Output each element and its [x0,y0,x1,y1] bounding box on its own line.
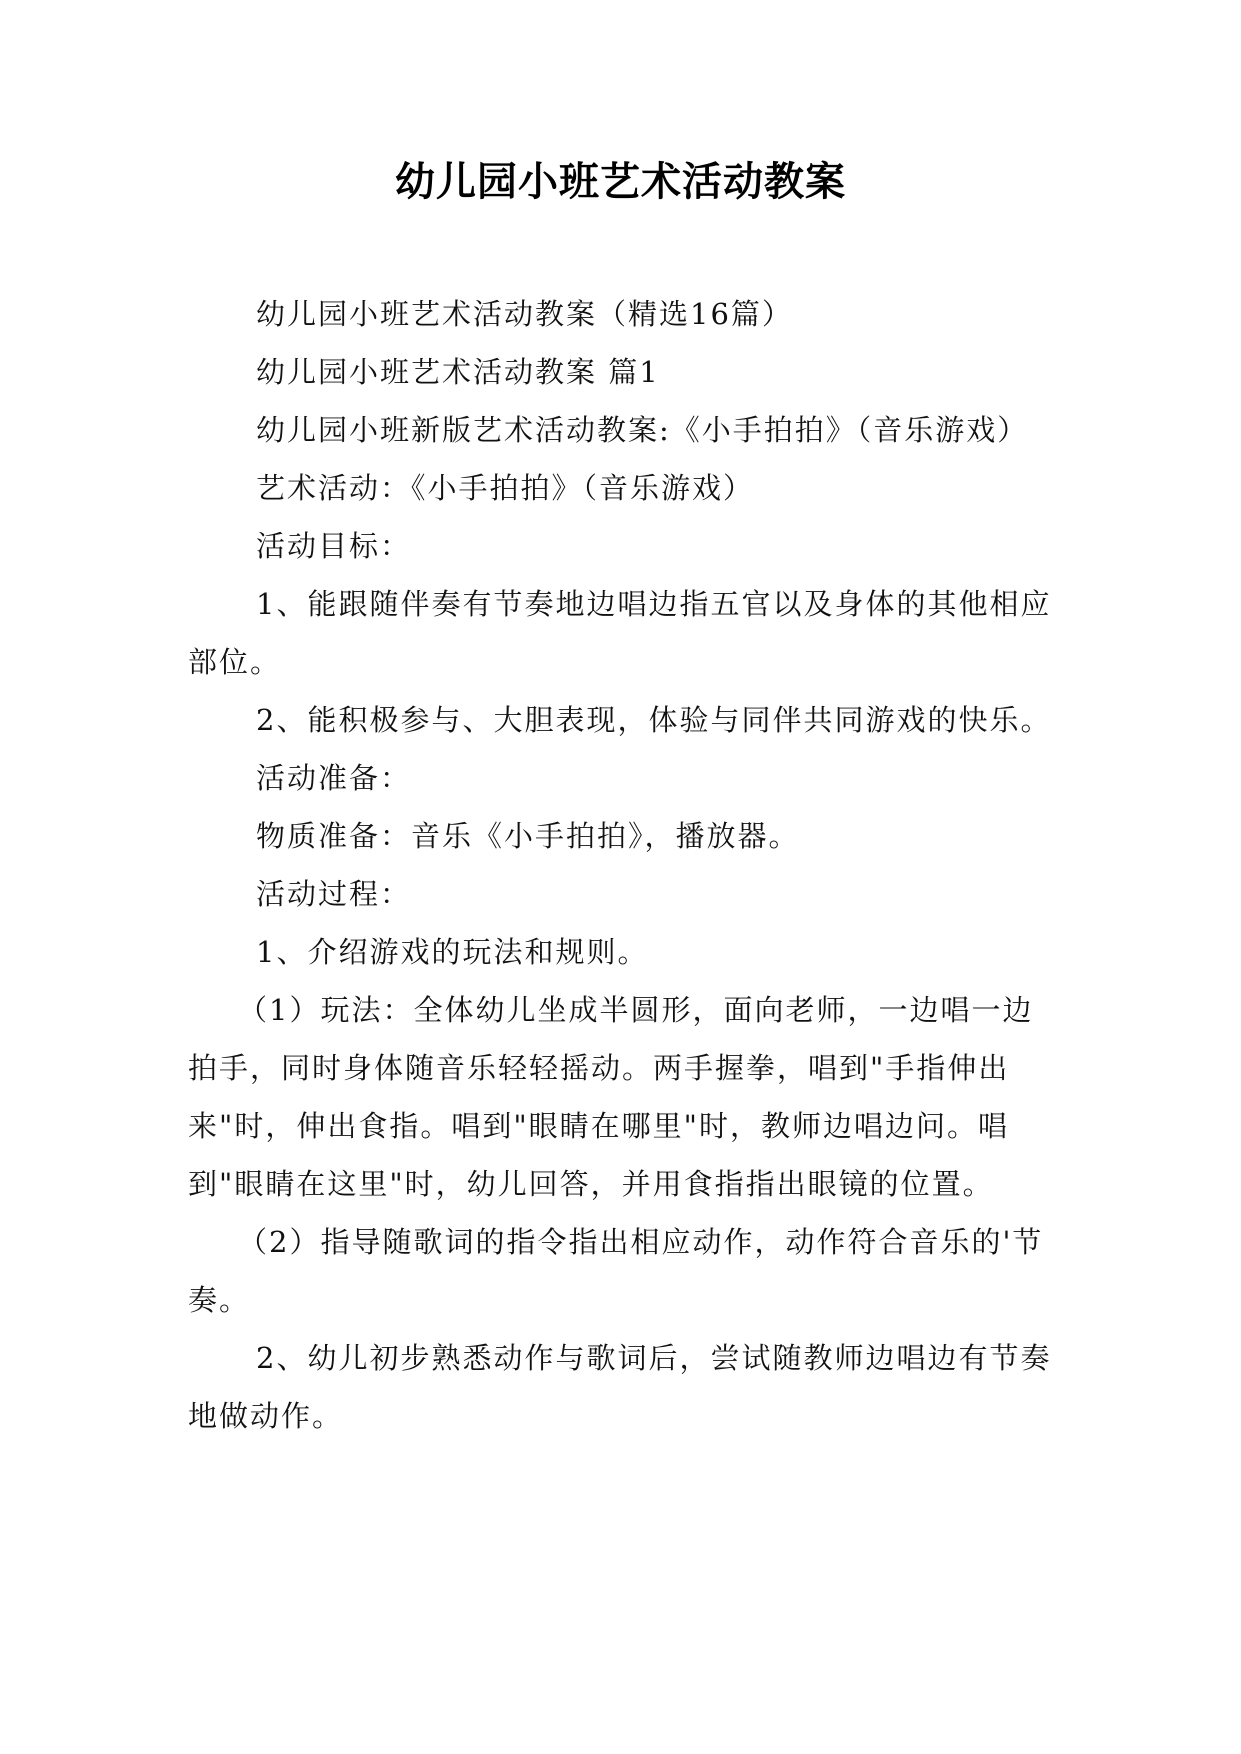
paragraph-step-2: 2、幼儿初步熟悉动作与歌词后，尝试随教师边唱边有节奏地做动作。 [188,1341,1052,1433]
paragraph-goals-heading: 活动目标： [256,529,412,563]
document-title: 幼儿园小班艺术活动教案 [395,159,846,205]
paragraph-step-1-play: （1）玩法：全体幼儿坐成半圆形，面向老师，一边唱一边拍手，同时身体随音乐轻轻摇动。两手握拳，唱到"手指伸出来"时，伸出食指。唱到"眼睛在哪里"时，教师边唱边问。唱到"眼睛在这里"时，幼儿回答，并用食指指出眼镜的位置。 [188,993,1034,1201]
paragraph-goal-2: 2、能积极参与、大胆表现，体验与同伴共同游戏的快乐。 [256,703,1052,737]
document-body [188,285,1058,1445]
paragraph-step-1: 1、介绍游戏的玩法和规则。 [256,935,649,969]
paragraph-step-1-guide: （2）指导随歌词的指令指出相应动作，动作符合音乐的'节奏。 [188,1225,1044,1317]
paragraph-process-heading: 活动过程： [256,877,412,911]
paragraph-lesson-title: 幼儿园小班新版艺术活动教案:《小手拍拍》（音乐游戏） [256,413,1029,447]
paragraph-preparation-heading: 活动准备： [256,761,412,795]
paragraph-chapter-heading: 幼儿园小班艺术活动教案 篇1 [256,355,660,389]
paragraph-activity-name: 艺术活动：《小手拍拍》（音乐游戏） [256,471,755,505]
paragraph-goal-1: 1、能跟随伴奏有节奏地边唱边指五官以及身体的其他相应部位。 [188,587,1052,679]
paragraph-subtitle: 幼儿园小班艺术活动教案（精选16篇） [256,297,793,331]
paragraph-materials: 物质准备：音乐《小手拍拍》，播放器。 [256,819,800,853]
